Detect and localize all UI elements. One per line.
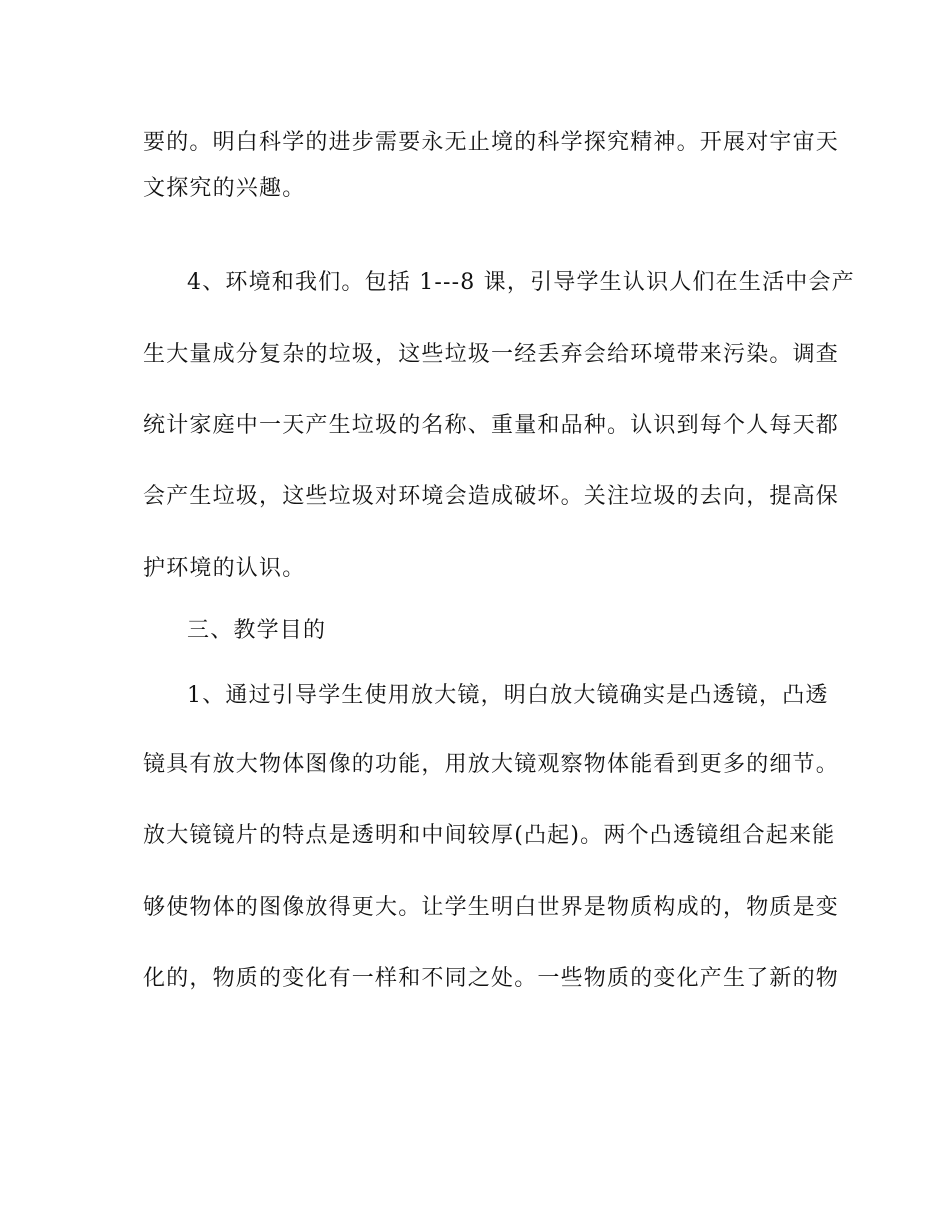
- text-line: 够使物体的图像放得更大。让学生明白世界是物质构成的，物质是变: [143, 895, 840, 920]
- text-line: 镜具有放大物体图像的功能，用放大镜观察物体能看到更多的细节。: [143, 752, 840, 777]
- paragraph-line: 1、通过引导学生使用放大镜，明白放大镜确实是凸透镜，凸透: [187, 683, 829, 708]
- text-line: 要的。明白科学的进步需要永无止境的科学探究精神。开展对宇宙天: [143, 130, 840, 155]
- text-line: 护环境的认识。: [143, 556, 306, 581]
- text-line: 统计家庭中一天产生垃圾的名称、重量和品种。认识到每个人每天都: [143, 413, 840, 438]
- section-heading: 三、教学目的: [187, 618, 327, 643]
- text-line: 会产生垃圾，这些垃圾对环境会造成破坏。关注垃圾的去向，提高保: [143, 484, 840, 509]
- text-line: 文探究的兴趣。: [143, 176, 306, 201]
- paragraph-line: 4、环境和我们。包括 1---8 课，引导学生认识人们在生活中会产: [187, 270, 855, 295]
- text-line: 放大镜镜片的特点是透明和中间较厚(凸起)。两个凸透镜组合起来能: [143, 823, 836, 848]
- text-line: 化的，物质的变化有一样和不同之处。一些物质的变化产生了新的物: [143, 966, 840, 991]
- text-line: 生大量成分复杂的垃圾，这些垃圾一经丢弃会给环境带来污染。调查: [143, 342, 840, 367]
